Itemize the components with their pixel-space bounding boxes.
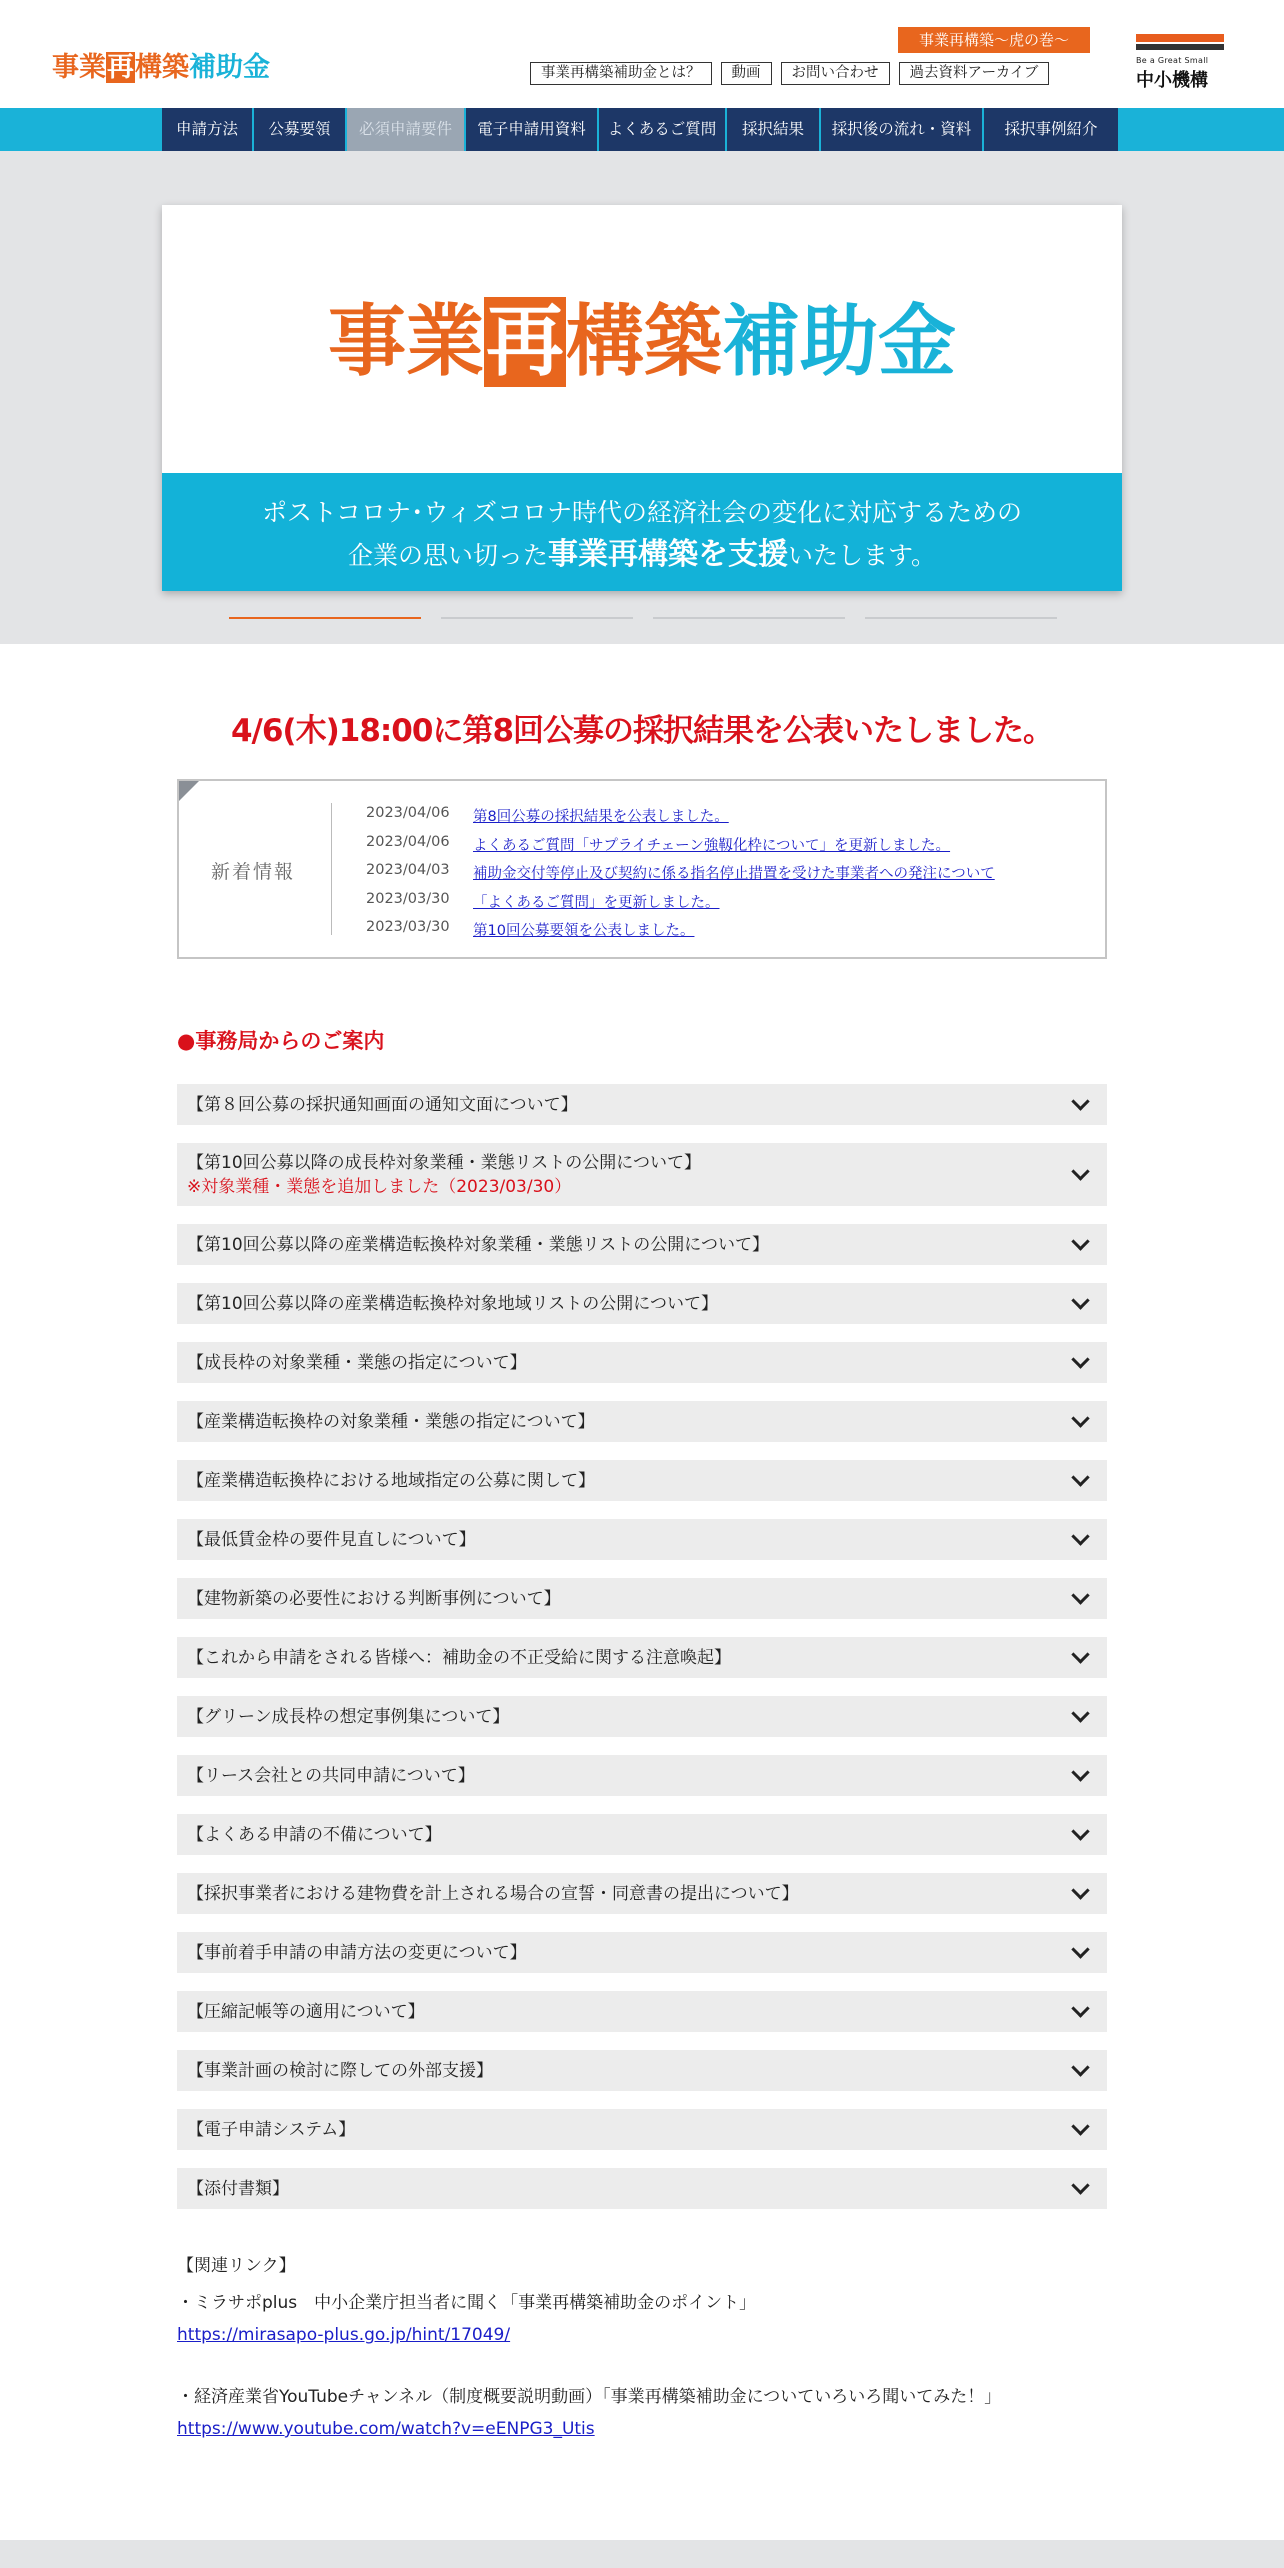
slider-indicator-0[interactable] <box>229 617 421 619</box>
accordion-item[interactable] <box>177 1932 1107 1973</box>
news-date: 2023/03/30 <box>366 919 450 935</box>
news-box <box>177 779 1107 959</box>
hero-tagline-pre: 企業の思い切った <box>347 541 548 570</box>
accordion-item-title: 【よくある申請の不備について】 <box>187 1824 442 1845</box>
header-link-contact[interactable]: お問い合わせ <box>781 62 890 85</box>
chevron-down-icon[interactable] <box>1071 1162 1089 1180</box>
hero-title-boxed: 再 <box>485 297 564 387</box>
accordion-item-note: ※対象業種・業態を追加しました（2023/03/30） <box>187 1176 572 1197</box>
accordion-item-title: 【第10回公募以降の産業構造転換枠対象業種・業態リストの公開について】 <box>187 1234 769 1255</box>
news-link[interactable]: 「よくあるご質問」を更新しました。 <box>473 894 720 911</box>
chevron-down-icon[interactable] <box>1071 1763 1089 1781</box>
accordion-item-title: 【リース会社との共同申請について】 <box>187 1765 475 1786</box>
news-list <box>366 805 995 948</box>
accordion-item[interactable] <box>177 1460 1107 1501</box>
nav-item-0[interactable]: 申請方法 <box>162 108 252 151</box>
site-logo[interactable] <box>52 54 270 81</box>
related-links-heading: 【関連リンク】 <box>177 2256 296 2276</box>
accordion-item-title: 【事前着手申請の申請方法の変更について】 <box>187 1942 527 1963</box>
accordion-item-title: 【建物新築の必要性における判断事例について】 <box>187 1588 561 1609</box>
chevron-down-icon[interactable] <box>1071 1822 1089 1840</box>
news-date: 2023/03/30 <box>366 890 450 907</box>
accordion-item[interactable] <box>177 2109 1107 2150</box>
related-link1-url[interactable]: https://mirasapo-plus.go.jp/hint/17049/ <box>177 2325 511 2345</box>
accordion-item[interactable] <box>177 1696 1107 1737</box>
secretariat-heading: ●事務局からのご案内 <box>177 1029 385 1053</box>
accordion-item[interactable] <box>177 1755 1107 1796</box>
header-link-about[interactable]: 事業再構築補助金とは？ <box>530 62 712 85</box>
logo-text-part2: 構築 <box>135 52 189 83</box>
accordion-item-title: 【添付書類】 <box>187 2178 289 2199</box>
hero-title-part3: 補助金 <box>722 297 957 387</box>
news-label: 新着情報 <box>211 861 296 883</box>
accordion-item-title: 【事業計画の検討に際しての外部支援】 <box>187 2060 493 2081</box>
news-date: 2023/04/06 <box>366 833 450 850</box>
accordion-item[interactable] <box>177 1637 1107 1678</box>
chevron-down-icon[interactable] <box>1071 2117 1089 2135</box>
accordion-item[interactable] <box>177 1143 1107 1206</box>
smrj-logo-tagline: Be a Great Small <box>1136 56 1209 65</box>
accordion-item-title: 【最低賃金枠の要件見直しについて】 <box>187 1529 476 1550</box>
chevron-down-icon[interactable] <box>1071 1704 1089 1722</box>
chevron-down-icon[interactable] <box>1071 1350 1089 1368</box>
secretariat-accordion <box>177 1084 1107 2227</box>
accordion-item[interactable] <box>177 1873 1107 1914</box>
accordion-item[interactable] <box>177 1342 1107 1383</box>
news-divider <box>331 803 332 935</box>
site-header <box>0 0 1284 108</box>
news-link[interactable]: 第10回公募要領を公表しました。 <box>473 923 695 939</box>
accordion-item-title: 【第10回公募以降の成長枠対象業種・業態リストの公開について】 <box>187 1152 701 1173</box>
chevron-down-icon[interactable] <box>1071 1291 1089 1309</box>
header-links <box>530 62 1049 85</box>
chevron-down-icon[interactable] <box>1071 1232 1089 1250</box>
accordion-item[interactable] <box>177 1084 1107 1125</box>
news-date: 2023/04/06 <box>366 805 450 821</box>
accordion-item-title: 【第10回公募以降の産業構造転換枠対象地域リストの公開について】 <box>187 1293 718 1314</box>
hero-tagline-band <box>162 473 1122 591</box>
accordion-item-title: 【グリーン成長枠の想定事例集について】 <box>187 1706 510 1727</box>
slider-indicators <box>229 617 1057 619</box>
chevron-down-icon[interactable] <box>1071 2058 1089 2076</box>
accordion-item[interactable] <box>177 2168 1107 2209</box>
news-item <box>366 919 995 948</box>
main-nav-items <box>162 108 1122 151</box>
nav-item-6[interactable]: 採択後の流れ・資料 <box>821 108 982 151</box>
accordion-item-title: 【採択事業者における建物費を計上される場合の宣誓・同意書の提出について】 <box>187 1883 799 1904</box>
slider-indicator-3[interactable] <box>865 617 1057 619</box>
news-date: 2023/04/03 <box>366 862 450 878</box>
chevron-down-icon[interactable] <box>1071 1527 1089 1545</box>
hero-title-part1: 事業 <box>327 297 484 387</box>
nav-item-2[interactable]: 必須申請要件 <box>347 108 464 151</box>
news-link[interactable]: よくあるご質問「サプライチェーン強靱化枠について」を更新しました。 <box>473 837 951 854</box>
hero-title-part2: 構築 <box>566 297 723 387</box>
chevron-down-icon[interactable] <box>1071 1409 1089 1427</box>
chevron-down-icon[interactable] <box>1071 2176 1089 2194</box>
nav-item-7[interactable]: 採択事例紹介 <box>984 108 1118 151</box>
chevron-down-icon[interactable] <box>1071 1881 1089 1899</box>
logo-text-boxed: 再 <box>107 52 134 83</box>
smrj-logo[interactable] <box>1134 32 1226 91</box>
accordion-item-title: 【圧縮記帳等の適用について】 <box>187 2001 425 2022</box>
news-link[interactable]: 補助金交付等停止及び契約に係る指名停止措置を受けた事業者への発注について <box>473 866 995 882</box>
hero-slide[interactable] <box>162 205 1122 591</box>
hero-tagline-post: いたします。 <box>788 541 937 570</box>
nav-item-5[interactable]: 採択結果 <box>727 108 819 151</box>
logo-text-part1: 事業 <box>52 52 106 83</box>
news-item <box>366 805 995 834</box>
news-link[interactable]: 第8回公募の採択結果を公表しました。 <box>473 809 729 825</box>
smrj-logo-bar-dark <box>1136 44 1224 50</box>
main-nav <box>0 108 1284 151</box>
tiger-guide-button[interactable]: 事業再構築～虎の巻～ <box>898 27 1090 53</box>
slider-indicator-1[interactable] <box>441 617 633 619</box>
hero-tagline-line2 <box>162 529 1122 573</box>
chevron-down-icon[interactable] <box>1071 1586 1089 1604</box>
accordion-item-title: 【第８回公募の採択通知画面の通知文面について】 <box>187 1094 578 1115</box>
accordion-item-title: 【成長枠の対象業種・業態の指定について】 <box>187 1352 527 1373</box>
accordion-item-title: 【産業構造転換枠の対象業種・業態の指定について】 <box>187 1411 595 1432</box>
news-item <box>366 862 995 891</box>
nav-item-4[interactable]: よくあるご質問 <box>599 108 725 151</box>
slider-indicator-2[interactable] <box>653 617 845 619</box>
related-link2-url[interactable]: https://www.youtube.com/watch?v=eENPG3_Utis <box>177 2419 595 2439</box>
smrj-logo-bar-orange <box>1136 34 1224 42</box>
chevron-down-icon[interactable] <box>1071 1940 1089 1958</box>
accordion-item[interactable] <box>177 2050 1107 2091</box>
chevron-down-icon[interactable] <box>1071 1999 1089 2017</box>
related-link2-description: ・経済産業省YouTubeチャンネル（制度概要説明動画）「事業再構築補助金についていろいろ聞いてみた！」 <box>177 2387 1002 2407</box>
chevron-down-icon[interactable] <box>1071 1645 1089 1663</box>
nav-item-1[interactable]: 公募要領 <box>254 108 345 151</box>
smrj-logo-name: 中小機構 <box>1136 70 1208 91</box>
accordion-item[interactable] <box>177 1519 1107 1560</box>
header-link-video[interactable]: 動画 <box>721 62 772 85</box>
accordion-item[interactable] <box>177 1814 1107 1855</box>
hero-tagline-line1: ポストコロナ･ウィズコロナ時代の経済社会の変化に対応するための <box>261 498 1022 527</box>
related-link1-description: ・ミラサポplus 中小企業庁担当者に聞く「事業再構築補助金のポイント」 <box>177 2293 757 2313</box>
chevron-down-icon[interactable] <box>1071 1468 1089 1486</box>
accordion-item[interactable] <box>177 1578 1107 1619</box>
accordion-item[interactable] <box>177 1991 1107 2032</box>
accordion-item[interactable] <box>177 1401 1107 1442</box>
logo-text-part3: 補助金 <box>189 52 270 83</box>
news-item <box>366 834 995 863</box>
announcement-headline: 4/6(木)18:00に第8回公募の採択結果を公表いたしました。 <box>230 713 1054 749</box>
news-item <box>366 891 995 920</box>
header-link-archive[interactable]: 過去資料アーカイブ <box>899 62 1050 85</box>
footer-bar <box>0 2540 1284 2568</box>
news-corner-mark <box>179 781 199 801</box>
accordion-item[interactable] <box>177 1283 1107 1324</box>
accordion-item[interactable] <box>177 1224 1107 1265</box>
chevron-down-icon[interactable] <box>1071 1092 1089 1110</box>
accordion-item-title: 【これから申請をされる皆様へ：補助金の不正受給に関する注意喚起】 <box>187 1647 731 1668</box>
nav-item-3[interactable]: 電子申請用資料 <box>466 108 597 151</box>
hero-tagline-bold: 事業再構築を支援 <box>548 537 788 572</box>
hero-title <box>162 297 1122 387</box>
accordion-item-title: 【産業構造転換枠における地域指定の公募に関して】 <box>187 1470 595 1491</box>
accordion-item-title: 【電子申請システム】 <box>187 2119 356 2140</box>
